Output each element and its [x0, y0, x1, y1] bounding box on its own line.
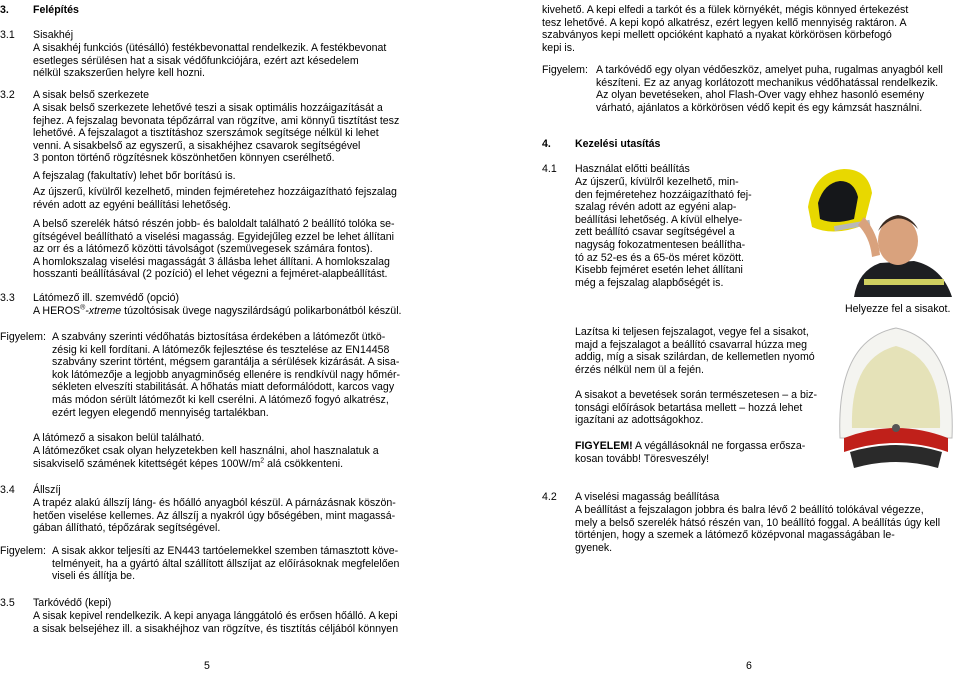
- section-3-3-body: [33, 305, 433, 318]
- section-3-2-paragraph-1: A sisak belső szerkezete lehetővé teszi a sisak optimális hozzáigazítását a fejhez. A fejszalag bevonata tépőzárral van rögzítve, ami könnyű tisztítást tesz lehetővé. A fejszalagot a tisztításhoz szerszámok segítsége nélkül ki lehet venni. A sisakbelső az egyszerű, a sisakhéjhez csavarok segítségével 3 ponton történő rögzítésnek köszönhetően könnyen cserélhető.: [33, 102, 400, 165]
- section-3-number: 3.: [0, 4, 9, 16]
- section-3-2-number: 3.2: [0, 89, 15, 101]
- section-3-3-number: 3.3: [0, 292, 15, 304]
- visor-usage-text: A látómezőket csak olyan helyzetekben kell használni, ahol hasznalatuk a sisakviselő számének kitettségét képes 100W/m: [33, 445, 379, 470]
- helmet-fitting-illustration: [794, 163, 960, 297]
- adjuster-knob-shape: [892, 424, 900, 432]
- adjustment-note: A sisakot a bevetések során természetesen – a biz- tonsági előírások betartása mellett – hozzá lehet igazítani az adottságokhoz.: [575, 389, 818, 427]
- warning-1-label: Figyelem:: [0, 331, 46, 343]
- loosen-instructions: Lazítsa ki teljesen fejszalagot, vegye fel a sisakot, majd a fejszalagot a beállító csavarral húzza meg addig, míg a sisak szilárdan, de kellemetlen nyomó érzés nélkül nem ül a fején.: [575, 326, 815, 376]
- visor-usage-exponent: 2: [260, 457, 265, 465]
- section-3-2-paragraph-3: Az újszerű, kívülről kezelhető, minden fejméretehez hozzáigazítható fejszalag révén adott az egyéni beállítási lehetőség.: [33, 186, 397, 211]
- section-3-1-body: A sisakhéj funkciós (ütésálló) festékbevonattal rendelkezik. A festékbevonat esetleges sérülésen hat a sisak védőfunkciójára, ezért azt késedelem nélkül szakszerűen helyre kell hozni.: [33, 42, 387, 80]
- page-number-left: 5: [204, 660, 210, 672]
- section-3-5-title: Tarkóvédő (kepi): [33, 597, 112, 609]
- warning-4-body: A végállásoknál ne forgassa erősza- kosan tovább! Töresveszély!: [575, 440, 806, 465]
- warning-1-body: A szabvány szerinti védőhatás biztosítása érdekében a látómezőt ütkö- zésig ki kell fordítani. A látómezők fejlesztése és tesztelése az EN14458 szabvány szerint történt, mégsem garantálja a sérülések kizárását. A sisa- kok látómezője a legjobb anyagminőség ellenére is rendkívül nagy hőmér- sékleten elveszíti stabilitását. A hőhatás miatt deformálódott, karcos vagy más módon sérült látómezőt ki kell cserélni. A látómező fogyó alkatrész, ezért legyen elegendő mennyiség tartalékban.: [52, 331, 401, 419]
- warning-4-label: FIGYELEM!: [575, 440, 633, 452]
- section-4-1-title: Használat előtti beállítás: [575, 163, 690, 175]
- section-4-2-body: A beállítást a fejszalagon jobbra és balra lévő 2 beállító tolókával végezze, mely a belső szerelék hátsó részén van, 10 beállító foggal. A beállítás úgy kell történjen, hogy a szemek a látómező középvonal magasságában le- gyenek.: [575, 504, 941, 554]
- helmet-fitting-photo: [794, 163, 960, 297]
- product-name: A HEROS: [33, 305, 81, 317]
- section-4-2-title: A viselési magasság beállítása: [575, 491, 720, 503]
- visor-usage-note: [33, 445, 433, 470]
- warning-4: [575, 440, 827, 465]
- helmet-interior-illustration: [832, 318, 960, 478]
- warning-3-body: A tarkóvédő egy olyan védőeszköz, amelyet puha, rugalmas anyagból kell készíteni. Ez az anyag korlátozott mechanikus védőhatással rendelkezik. Az olyan bevetéseken, ahol Flash-Over vagy ehhez hasonló esemény várható, ajánlatos a körkörösen védő kepit és egy kámzsát használni.: [596, 64, 943, 114]
- section-4-1-number: 4.1: [542, 163, 557, 175]
- reflective-stripe: [864, 279, 944, 285]
- section-4-number: 4.: [542, 138, 551, 150]
- section-3-4-title: Állszíj: [33, 484, 61, 496]
- section-3-5-number: 3.5: [0, 597, 15, 609]
- registered-mark: ®: [80, 304, 86, 312]
- helmet-interior-photo: [832, 318, 960, 478]
- section-4-2-number: 4.2: [542, 491, 557, 503]
- section-3-2-paragraph-4: A belső szerelék hátsó részén jobb- és baloldalt található 2 beállító tolóka se- gítségével beállítható a viselési magasság. Egyidejűleg ezzel be lehet állítani az orr és a látómező közötti távolságot (szemüvegesek számára fontos). A homlokszalag viselési magasságát 3 állásba lehet állítani. A homlokszalag hosszanti beállításával (2 pozíció) el lehet végezni a fejméret-alapbeállítást.: [33, 218, 395, 281]
- section-3-2-title: A sisak belső szerkezete: [33, 89, 149, 101]
- section-3-4-body: A trapéz alakú állszíj láng- és hőálló anyagból készül. A párnázásnak köszön- hetően viselése kellemes. Az állszíj a nyakról úgy bőségében, mint magassá- gában állítható, tépőzárak segítségével.: [33, 497, 396, 535]
- section-3-3-text: túzoltósisak üvege nagyszilárdságú polikarbonátból készül.: [121, 305, 402, 317]
- section-3-3-title: Látómező ill. szemvédő (opció): [33, 292, 180, 304]
- photo-caption: Helyezze fel a sisakot.: [845, 303, 951, 315]
- neck-guard-continued: kivehető. A kepi elfedi a tarkót és a fülek környékét, mégis könnyed értekezést tesz lehetővé. A kepi kopó alkatrész, ezért legyen kellő mennyiség raktáron. A szabványos kepi mellett opcióként kapható a nyakat körkörösen körbefogó kepi is.: [542, 4, 909, 54]
- section-3-5-body: A sisak kepivel rendelkezik. A kepi anyaga lánggátoló és erősen hőálló. A kepi a sisak belsejéhez ill. a sisakhéjhoz van rögzítve, és tisztítás céljából könnyen: [33, 610, 399, 635]
- section-3-2-paragraph-2: A fejszalag (fakultatív) lehet bőr borítású is.: [33, 170, 236, 182]
- section-4-1-body: Az újszerű, kívülről kezelhető, min- den fejméretehez hozzáigazítható fej- szalag révén adott az egyéni alap- beállítási lehetőség. A kívül elhelye- zett beállító csavar segítségével a nagyság fokozatmentesen beállítha- tó az 52-es és a 65-ös méret között. Kisebb fejméret esetén lehet állítani még a fejszalag alapbőségét is.: [575, 176, 752, 289]
- section-3-1-number: 3.1: [0, 29, 15, 41]
- warning-2-body: A sisak akkor teljesíti az EN443 tartóelemekkel szemben támasztott köve- telményeit, ha a gyártó által szállított állszíjat az előírásoknak megfelelően viseli és állítja be.: [52, 545, 400, 583]
- section-3-1-title: Sisakhéj: [33, 29, 74, 41]
- visor-usage-tail: alá csökkenteni.: [264, 457, 344, 470]
- section-3-title: Felépítés: [33, 4, 79, 16]
- page-number-right: 6: [746, 660, 752, 672]
- warning-2-label: Figyelem:: [0, 545, 46, 557]
- warning-3-label: Figyelem:: [542, 64, 588, 76]
- section-3-4-number: 3.4: [0, 484, 15, 496]
- visor-inside-note: A látómező a sisakon belül található.: [33, 432, 205, 444]
- section-4-title: Kezelési utasítás: [575, 138, 661, 150]
- product-suffix: -xtreme: [85, 305, 122, 317]
